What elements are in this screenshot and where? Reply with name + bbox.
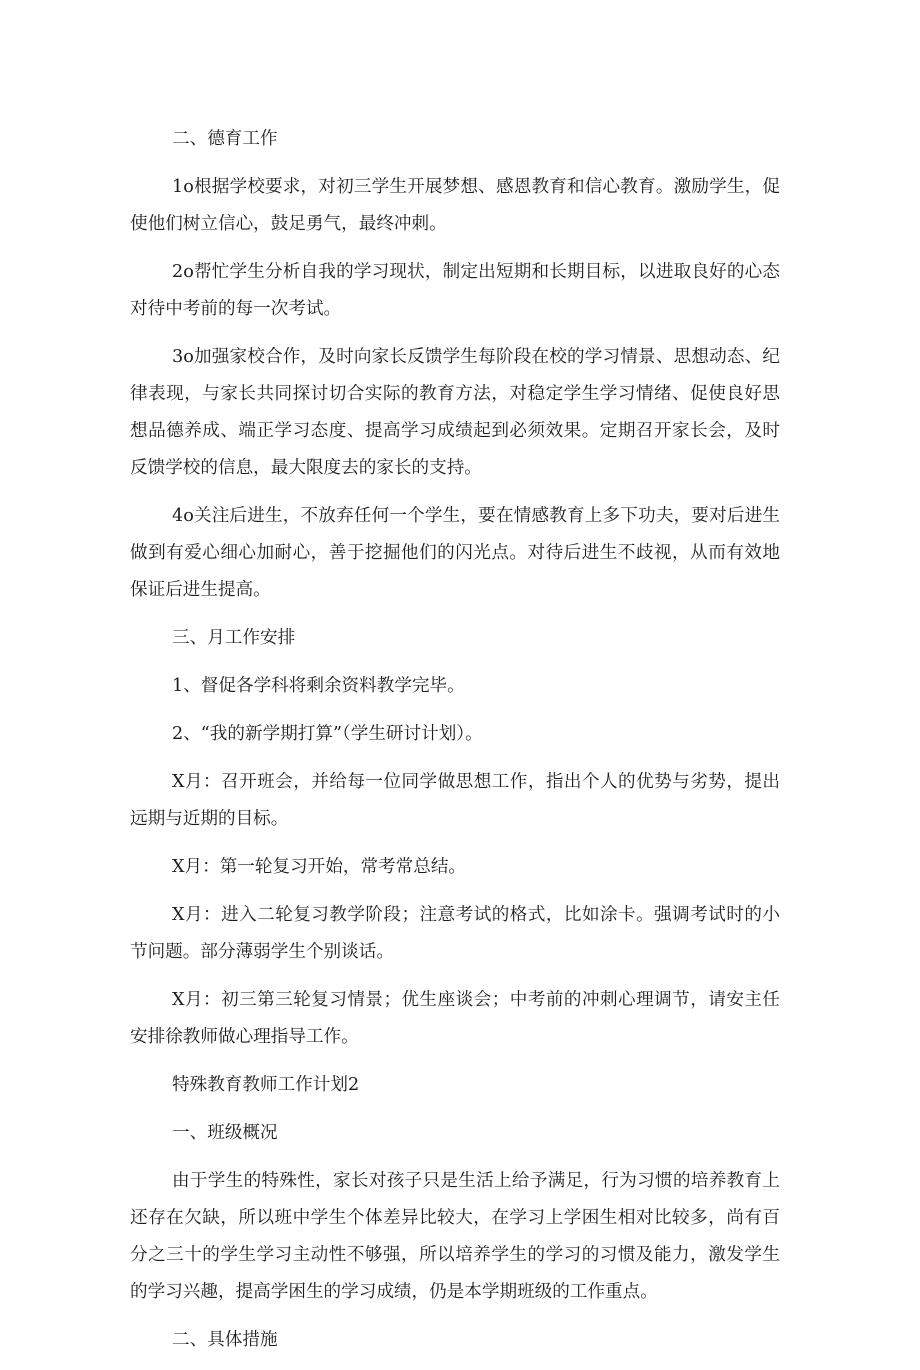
- monthly-item-5: X月：进入二轮复习教学阶段；注意考试的格式，比如涂卡。强调考试时的小节问题。部分薄弱学生个别谈话。: [130, 905, 780, 962]
- monthly-item-1: 1、督促各学科将剩余资料教学完毕。: [172, 676, 465, 696]
- moral-item-2: 2o帮忙学生分析自我的学习现状，制定出短期和长期目标，以进取良好的心态对待中考前的每一次考试。: [130, 262, 780, 319]
- monthly-item-3: X月：召开班会，并给每一位同学做思想工作，指出个人的优势与劣势，提出远期与近期的目标。: [130, 772, 780, 829]
- section-heading-class-overview: 一、班级概况: [172, 1123, 278, 1143]
- monthly-item-4: X月：第一轮复习开始，常考常总结。: [172, 857, 467, 877]
- section-heading-specific-measures: 二、具体措施: [172, 1330, 278, 1350]
- moral-item-3: 3o加强家校合作，及时向家长反馈学生每阶段在校的学习情景、思想动态、纪律表现，与家长共同探讨切合实际的教育方法，对稳定学生学习情绪、促使良好思想品德养成、端正学习态度、提高学习成绩起到必须效果。定期召开家长会，及时反馈学校的信息，最大限度去的家长的支持。: [130, 347, 780, 478]
- document-body: [130, 121, 780, 1370]
- section-heading-moral-education: 二、德育工作: [172, 129, 278, 149]
- moral-item-1: 1o根据学校要求，对初三学生开展梦想、感恩教育和信心教育。激励学生，促使他们树立信心，鼓足勇气，最终冲刺。: [130, 177, 780, 234]
- monthly-item-6: X月：初三第三轮复习情景；优生座谈会；中考前的冲刺心理调节，请安主任安排徐教师做心理指导工作。: [130, 990, 780, 1047]
- plan-2-title: 特殊教育教师工作计划2: [172, 1075, 360, 1095]
- class-overview-text: 由于学生的特殊性，家长对孩子只是生活上给予满足，行为习惯的培养教育上还存在欠缺，所以班中学生个体差异比较大，在学习上学困生相对比较多，尚有百分之三十的学生学习主动性不够强，所以培养学生的学习的习惯及能力，激发学生的学习兴趣，提高学困生的学习成绩，仍是本学期班级的工作重点。: [130, 1171, 780, 1302]
- section-heading-monthly-schedule: 三、月工作安排: [172, 628, 296, 648]
- moral-item-4: 4o关注后进生，不放弃任何一个学生，要在情感教育上多下功夫，要对后进生做到有爱心细心加耐心，善于挖掘他们的闪光点。对待后进生不歧视，从而有效地保证后进生提高。: [130, 506, 780, 600]
- monthly-item-2: 2、“我的新学期打算”（学生研讨计划）。: [172, 724, 483, 744]
